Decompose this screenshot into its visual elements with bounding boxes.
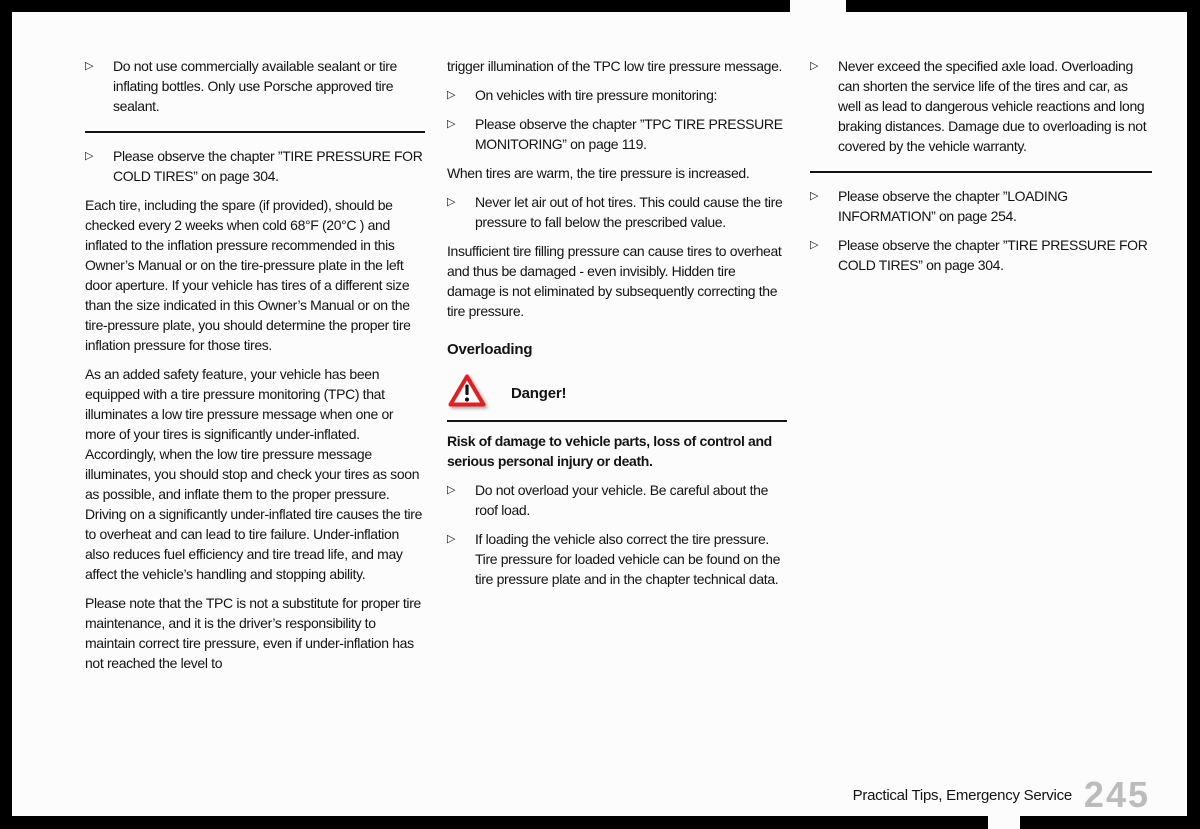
paragraph: As an added safety feature, your vehicle has been equipped with a tire pressure monitoring (TPC) that illuminates a low tire pressure message when one or more of your tires is significantly under-inflated. Accordingly, when the low tire pressure message illuminates, you should stop and check your tires as soon as possible, and inflate them to the proper pressure. Driving on a significantly under-inflated tire causes the tire to overheat and can lead to tire failure. Under-inflation also reduces fuel efficiency and tire tread life, and may affect the vehicle’s handling and stopping ability. bbox=[85, 366, 423, 582]
list-item bbox=[447, 192, 787, 232]
divider bbox=[85, 131, 425, 133]
list-item bbox=[810, 56, 1152, 156]
list-item bbox=[447, 480, 787, 520]
bullet-triangle-icon: ▷ bbox=[85, 60, 94, 72]
list-item-text: Do not overload your vehicle. Be careful about the roof load. bbox=[475, 482, 769, 518]
chapter-reference: Please observe the chapter ”TIRE PRESSURE FOR COLD TIRES” on page 304. bbox=[113, 148, 423, 184]
section-heading: Overloading bbox=[447, 341, 533, 358]
paragraph-continuation: trigger illumination of the TPC low tire pressure message. bbox=[447, 58, 783, 74]
bullet-triangle-icon: ▷ bbox=[810, 239, 819, 251]
bullet-triangle-icon: ▷ bbox=[85, 150, 94, 162]
list-item-text: If loading the vehicle also correct the tire pressure. Tire pressure for loaded vehicle can be found on the tire pressure plate and in the chapter technical data. bbox=[475, 531, 781, 587]
footer-section-label: Practical Tips, Emergency Service bbox=[852, 786, 1072, 804]
list-item bbox=[447, 114, 787, 154]
list-item-text: Never let air out of hot tires. This could cause the tire pressure to fall below the prescribed value. bbox=[475, 194, 783, 230]
list-item bbox=[85, 56, 425, 116]
list-item-text: Never exceed the specified axle load. Overloading can shorten the service life of the tires and car, as well as lead to dangerous vehicle reactions and long braking distances. Damage due to overloading is not covered by the vehicle warranty. bbox=[838, 58, 1147, 154]
bullet-triangle-icon: ▷ bbox=[810, 60, 819, 72]
paragraph: Insufficient tire filling pressure can cause tires to overheat and thus be damaged - even invisibly. Hidden tire damage is not eliminated by subsequently correcting the tire pressure. bbox=[447, 243, 782, 319]
list-item bbox=[85, 146, 425, 186]
list-item-text: Do not use commercially available sealant or tire inflating bottles. Only use Porsche approved tire sealant. bbox=[113, 58, 397, 114]
bullet-triangle-icon: ▷ bbox=[447, 118, 456, 130]
chapter-reference: Please observe the chapter ”TIRE PRESSURE FOR COLD TIRES” on page 304. bbox=[838, 237, 1148, 273]
bullet-triangle-icon: ▷ bbox=[447, 533, 456, 545]
column-middle bbox=[447, 56, 787, 589]
danger-header bbox=[447, 373, 787, 414]
bullet-triangle-icon: ▷ bbox=[447, 484, 456, 496]
chapter-reference: Please observe the chapter ”LOADING INFORMATION” on page 254. bbox=[838, 188, 1068, 224]
paragraph: When tires are warm, the tire pressure is increased. bbox=[447, 165, 750, 181]
bullet-triangle-icon: ▷ bbox=[810, 190, 819, 202]
column-right bbox=[810, 56, 1152, 275]
paragraph: Each tire, including the spare (if provided), should be checked every 2 weeks when cold 68°F (20°C ) and inflated to the inflation pressure recommended in this Owner’s Manual or on the tire-pressure plate in the left door aperture. If your vehicle has tires of a different size than the size indicated in this Owner’s Manual or on the tire-pressure plate, you should determine the proper tire inflation pressure for those tires. bbox=[85, 197, 411, 353]
list-item bbox=[447, 529, 787, 589]
list-item-text: On vehicles with tire pressure monitoring: bbox=[475, 87, 718, 103]
page-edge-bottom-right bbox=[1020, 816, 1200, 829]
bullet-triangle-icon: ▷ bbox=[447, 196, 456, 208]
warning-triangle-icon bbox=[447, 373, 487, 414]
bullet-triangle-icon: ▷ bbox=[447, 89, 456, 101]
risk-statement: Risk of damage to vehicle parts, loss of control and serious personal injury or death. bbox=[447, 433, 772, 469]
list-item bbox=[810, 235, 1152, 275]
page-edge-top-right bbox=[846, 0, 1200, 12]
page-edge-left bbox=[0, 0, 12, 829]
page-edge-bottom-left bbox=[0, 816, 988, 829]
chapter-reference: Please observe the chapter ”TPC TIRE PRESSURE MONITORING” on page 119. bbox=[475, 116, 783, 152]
list-item bbox=[447, 85, 787, 105]
page-edge-top-left bbox=[0, 0, 790, 12]
paragraph: Please note that the TPC is not a substitute for proper tire maintenance, and it is the driver’s responsibility to maintain correct tire pressure, even if under-inflation has not reached the level to bbox=[85, 595, 421, 671]
divider bbox=[447, 420, 787, 422]
divider bbox=[810, 171, 1152, 173]
danger-label: Danger! bbox=[511, 384, 567, 402]
page-number: 245 bbox=[1083, 774, 1150, 815]
list-item bbox=[810, 186, 1152, 226]
column-left bbox=[85, 56, 425, 673]
page-edge-right bbox=[1187, 0, 1200, 829]
page-footer bbox=[852, 774, 1150, 815]
